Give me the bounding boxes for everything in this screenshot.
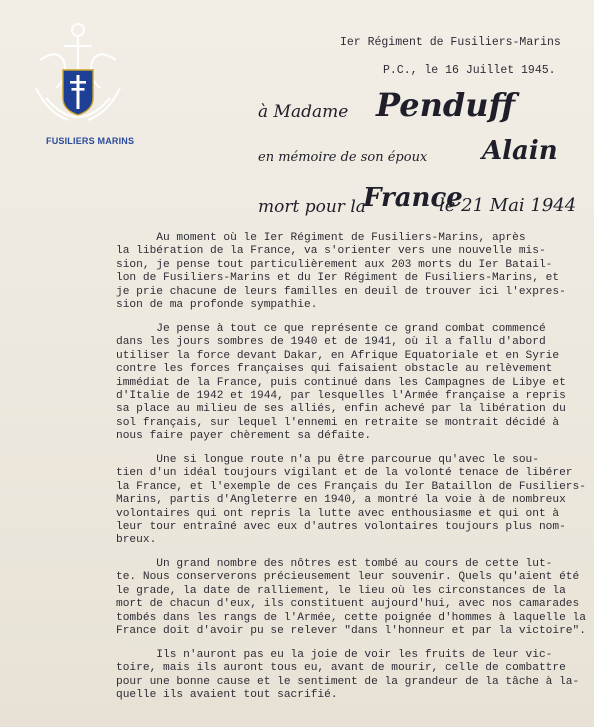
regiment-header: Ier Régiment de Fusiliers-Marins	[340, 36, 561, 49]
text-line: France doit d'avoir pu se relever "dans l'honneur et par la victoire".	[116, 624, 586, 637]
salutation-prefix: à Madame	[258, 102, 349, 122]
text-line: Une si longue route n'a pu être parcourue qu'avec le sou-	[116, 454, 539, 466]
text-line: quelle ils avaient tout sacrifié.	[116, 689, 338, 702]
text-line: mort de chacun d'eux, ils constituent aujourd'hui, avec nos camarades	[116, 598, 580, 611]
text-line: volontaires qui ont repris la lutte avec enthousiasme et qui ont à	[116, 507, 560, 520]
text-line: le grade, la date de ralliement, le lieu où les circonstances de la	[116, 584, 566, 597]
text-line: la libération de la France, va s'orienter vers une nouvelle mis-	[116, 245, 546, 258]
text-line: la France, et l'exemple de ces Français du Ier Bataillon de Fusiliers-	[116, 480, 586, 493]
text-line: leur tour entraîné avec eux d'autres volontaires toujours plus nom-	[116, 520, 566, 533]
emblem-caption: FUSILIERS MARINS	[46, 136, 135, 146]
fusiliers-marins-emblem	[28, 18, 138, 153]
text-line: sion, je pense tout particulièrement aux 203 morts du Ier Batail-	[116, 258, 553, 271]
text-line: utiliser la force devant Dakar, en Afrique Equatoriale et en Syrie	[116, 349, 560, 362]
paragraph-5	[116, 649, 580, 703]
text-line: lon de Fusiliers-Marins et du Ier Régiment de Fusiliers-Marins, et	[116, 272, 560, 285]
text-line: d'Italie de 1942 et 1944, par lesquelles l'Armée française a repris	[116, 389, 566, 402]
death-date: le 21 Mai 1944	[439, 195, 577, 216]
text-line: Je pense à tout ce que représente ce grand combat commencé	[116, 323, 546, 335]
text-line: Un grand nombre des nôtres est tombé au cours de cette lut-	[116, 558, 553, 570]
death-text: mort pour la	[258, 197, 366, 217]
paragraph-1	[116, 232, 566, 312]
text-line: Au moment où le Ier Régiment de Fusiliers-Marins, après	[116, 232, 526, 244]
place-date: P.C., le 16 Juillet 1945.	[383, 64, 556, 77]
text-line: Marins, partis d'Angleterre en 1940, a montré la voie à de nombreux	[116, 494, 566, 507]
text-line: breux.	[116, 534, 157, 547]
text-line: sion de ma profonde sympathie.	[116, 298, 318, 311]
text-line: dans les jours sombres de 1940 et de 1941, où il a fallu d'abord	[116, 336, 546, 349]
text-line: tien d'un idéal toujours vigilant et de la volonté tenace de libérer	[116, 467, 573, 480]
recipient-name: Penduff	[376, 86, 515, 124]
text-line: pour une bonne cause et le sentiment de la grandeur de la tâche à la-	[116, 675, 580, 688]
paragraph-4	[116, 558, 586, 638]
text-line: immédiat de la France, puis continué dans les Campagnes de Libye et	[116, 376, 566, 389]
spouse-first-name: Alain	[482, 136, 558, 166]
text-line: Ils n'auront pas eu la joie de voir les fruits de leur vic-	[116, 649, 553, 661]
text-line: je prie chacune de leurs familles en deuil de trouver ici l'expres-	[116, 285, 566, 298]
paragraph-2	[116, 323, 566, 444]
memory-prefix: en mémoire de son époux	[258, 150, 428, 165]
text-line: te. Nous conserverons précieusement leur souvenir. Quels qu'aient été	[116, 571, 580, 584]
text-line: sol français, sur lequel l'ennemi en retraite se montrait décidé à	[116, 416, 560, 429]
text-line: contre les forces françaises qui faisaient obstacle au relèvement	[116, 363, 553, 376]
text-line: tombés dans les rangs de l'Armée, cette poignée d'hommes à laquelle la	[116, 611, 586, 624]
text-line: nous faire payer chèrement sa défaite.	[116, 430, 372, 443]
text-line: toire, mais ils auront tous eu, avant de mourir, celle de combattre	[116, 662, 566, 675]
death-country: France	[363, 183, 463, 213]
text-line: sa place au milieu de ses alliés, enfin achevé par la libération du	[116, 403, 566, 416]
paragraph-3	[116, 454, 586, 548]
